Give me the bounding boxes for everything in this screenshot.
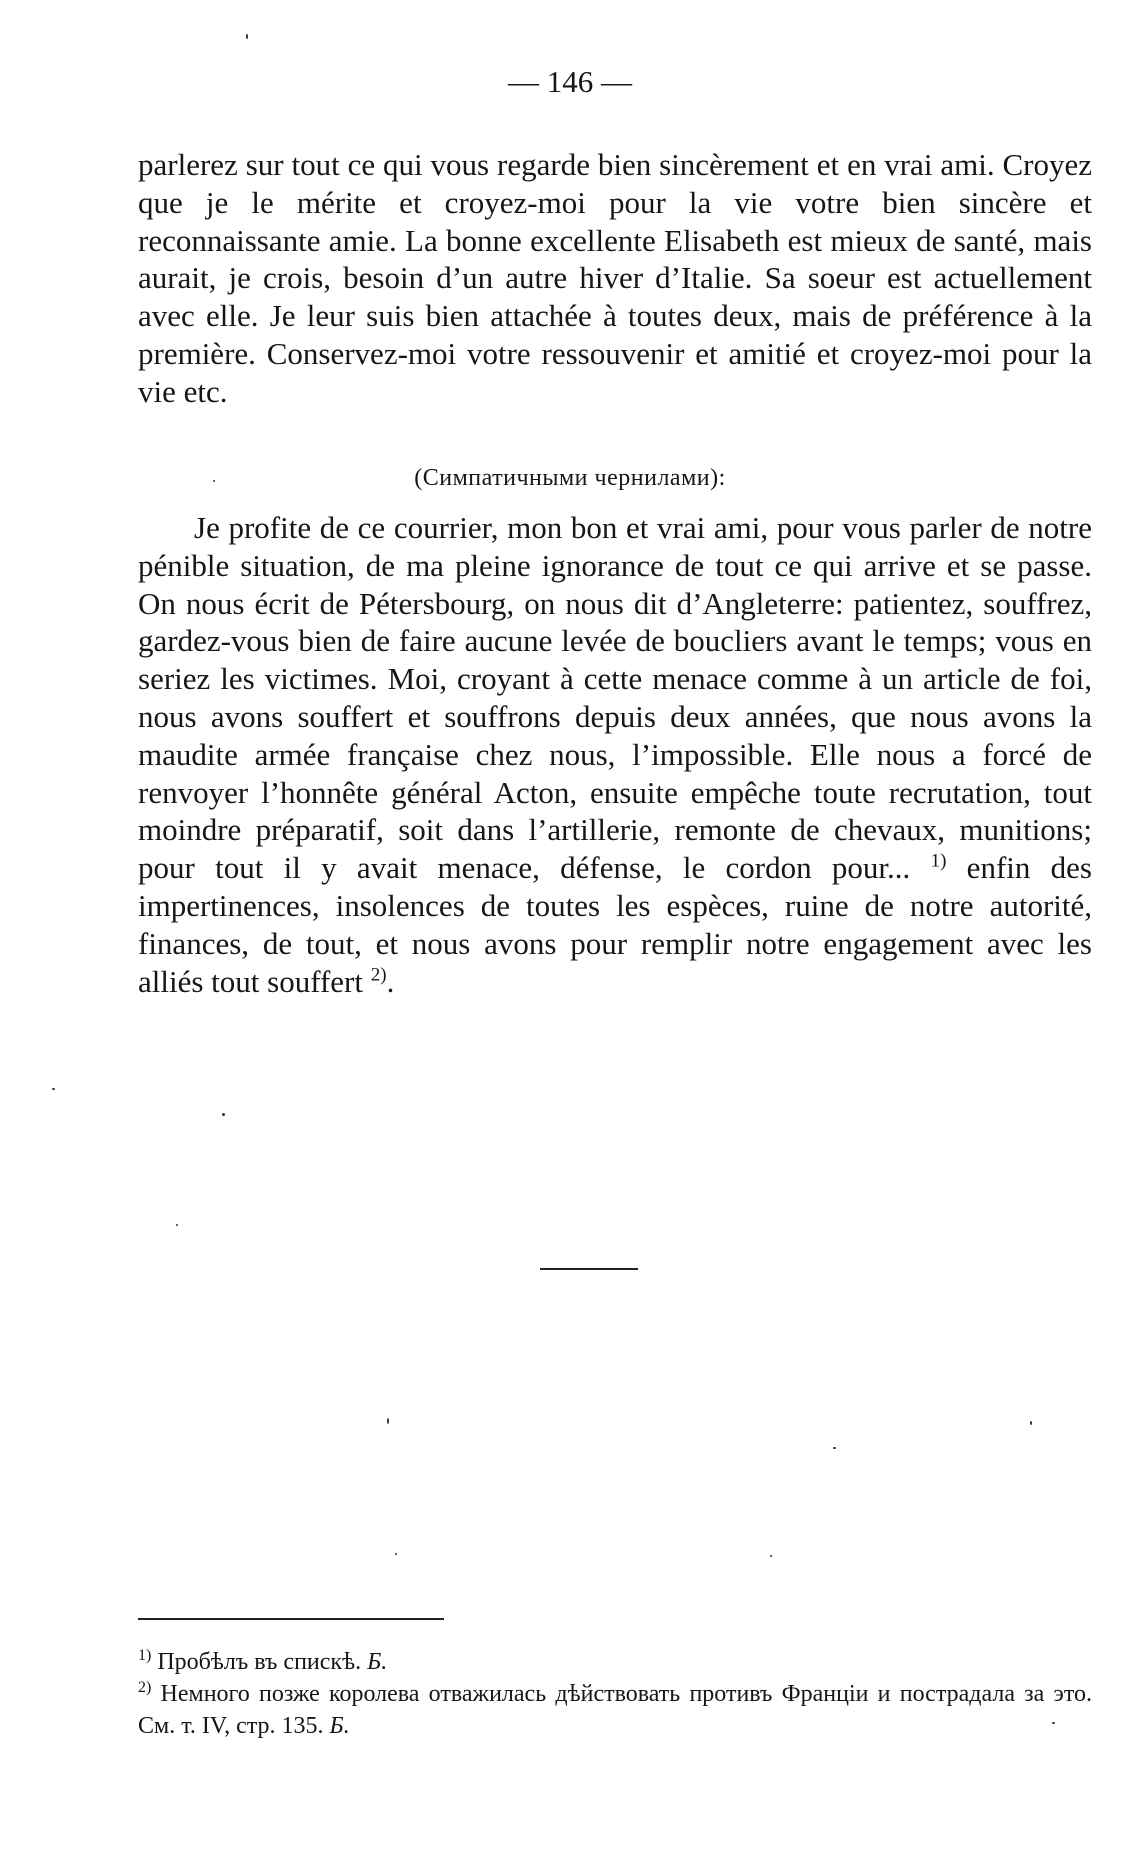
invisible-ink-text [138,509,1092,1000]
scan-speck [387,1418,389,1424]
invisible-ink-paragraph [138,509,1092,1000]
scan-speck [246,34,248,39]
footnote-1 [138,1646,1092,1678]
invisible-ink-text-part-1: Je profite de ce courrier, mon bon et vrai ami, pour vous parler de notre pénible situation, de ma pleine ignorance de tout ce qui arrive et se passe. On nous écrit de Pétersbourg, on nous dit d’Angleterre: patientez, souffrez, gardez-vous bien de faire aucune levée de boucliers avant le temps; vous en seriez les victimes. Moi, croyant à cette menace comme à un article de foi, nous avons souffert et souffrons depuis deux années, que nous avons la maudite armée française chez nous, l’impossible. Elle nous a forcé de renvoyer l’honnête général Acton, ensuite empêche toute recrutation, tout moindre préparatif, soit dans l’artillerie, remonte de chevaux, munitions; pour tout il y avait menace, défense, le cordon pour... [138,510,1092,886]
scan-speck [213,480,215,482]
footnote-2-mark: 2) [138,1679,152,1696]
invisible-ink-heading: (Симпатичными чернилами): [414,465,726,491]
footnote-1-mark: 1) [138,1647,152,1664]
letter-closing-paragraph [138,146,1092,411]
footnote-separator [138,1618,444,1620]
invisible-ink-text-part-3: . [386,963,395,999]
scan-speck [833,1447,836,1449]
scan-speck [770,1555,772,1557]
section-end-rule [540,1268,638,1270]
footnote-ref-2[interactable]: 2) [370,964,387,986]
footnote-2-sign: Б. [329,1713,350,1739]
footnote-2-text: Немного позже королева отважилась дѣйствовать противъ Франціи и пострадала за это. См. т. IV, стр. 135. [138,1681,1092,1739]
letter-closing-text: parlerez sur tout ce qui vous regarde bien sincèrement et en vrai ami. Croyez que je le mérite et croyez-moi pour la vie votre bien sincère et reconnaissante amie. La bonne excellente Elisabeth est mieux de santé, mais aurait, je crois, besoin d’un autre hiver d’Italie. Sa soeur est actuellement avec elle. Je leur suis bien attachée à toutes deux, mais de préférence à la première. Conservez-moi votre ressouvenir et amitié et croyez-moi pour la vie etc. [138,147,1092,409]
footnote-ref-1[interactable]: 1) [930,850,947,872]
invisible-ink-text-part-2: enfin des impertinences, insolences de toutes les espèces, ruine de notre autorité, finances, de tout, et nous avons pour remplir notre engagement avec les alliés tout souffert [138,850,1092,999]
footnotes [138,1646,1092,1742]
scan-speck [1030,1421,1032,1425]
footnote-2 [138,1678,1092,1742]
scan-speck [176,1224,178,1226]
footnote-1-sign: Б. [367,1649,388,1675]
footnote-1-text: Пробѣлъ въ спискѣ. [151,1649,368,1675]
page-number: — 146 — [508,64,632,99]
scan-speck [222,1113,225,1116]
scan-speck [395,1553,397,1555]
scan-speck [1052,1722,1055,1724]
scan-speck [52,1088,55,1090]
